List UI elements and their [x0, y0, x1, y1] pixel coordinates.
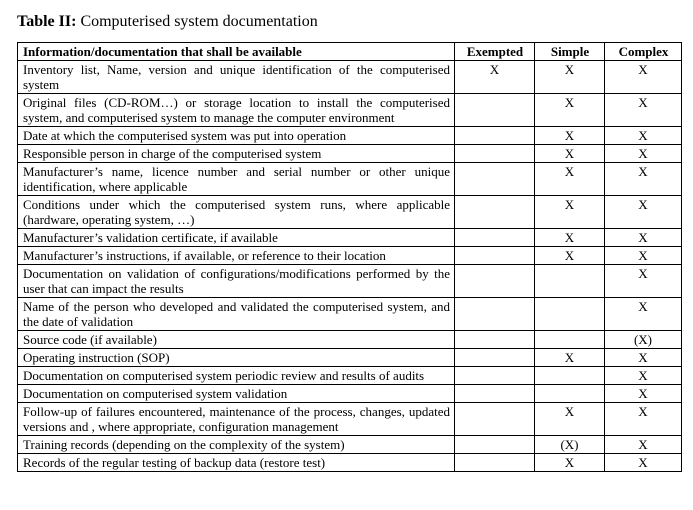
cell-simple	[535, 298, 605, 331]
cell-exempted	[455, 94, 535, 127]
table-row	[18, 229, 682, 247]
cell-complex: X	[605, 454, 682, 472]
table-row	[18, 61, 682, 94]
cell-simple: X	[535, 403, 605, 436]
cell-exempted	[455, 436, 535, 454]
cell-complex: X	[605, 298, 682, 331]
cell-simple: X	[535, 196, 605, 229]
cell-complex: X	[605, 403, 682, 436]
cell-exempted	[455, 163, 535, 196]
cell-information: Documentation on computerised system validation	[18, 385, 455, 403]
cell-exempted	[455, 127, 535, 145]
cell-simple: (X)	[535, 436, 605, 454]
cell-simple: X	[535, 145, 605, 163]
cell-complex: X	[605, 349, 682, 367]
cell-complex: X	[605, 385, 682, 403]
cell-complex: X	[605, 265, 682, 298]
cell-complex: (X)	[605, 331, 682, 349]
cell-information: Documentation on validation of configurations/modifications performed by the user that can impact the results	[18, 265, 455, 298]
cell-exempted	[455, 298, 535, 331]
cell-information: Documentation on computerised system periodic review and results of audits	[18, 367, 455, 385]
cell-exempted	[455, 385, 535, 403]
cell-information: Name of the person who developed and validated the computerised system, and the date of validation	[18, 298, 455, 331]
table-row	[18, 349, 682, 367]
cell-complex: X	[605, 163, 682, 196]
cell-simple	[535, 385, 605, 403]
table-row	[18, 247, 682, 265]
cell-information: Source code (if available)	[18, 331, 455, 349]
cell-complex: X	[605, 145, 682, 163]
cell-exempted	[455, 403, 535, 436]
table-row	[18, 436, 682, 454]
table-row	[18, 385, 682, 403]
header-complex: Complex	[605, 43, 682, 61]
table-row	[18, 145, 682, 163]
table-row	[18, 331, 682, 349]
cell-exempted	[455, 454, 535, 472]
cell-simple: X	[535, 229, 605, 247]
table-caption-title: Computerised system documentation	[80, 13, 318, 30]
cell-simple	[535, 265, 605, 298]
documentation-table	[17, 42, 682, 472]
cell-complex: X	[605, 127, 682, 145]
cell-exempted	[455, 265, 535, 298]
cell-simple: X	[535, 127, 605, 145]
cell-simple: X	[535, 163, 605, 196]
cell-information: Conditions under which the computerised system runs, where applicable (hardware, operating system, …)	[18, 196, 455, 229]
cell-complex: X	[605, 247, 682, 265]
cell-complex: X	[605, 61, 682, 94]
table-caption-label: Table II:	[17, 13, 77, 30]
cell-information: Training records (depending on the complexity of the system)	[18, 436, 455, 454]
table-row	[18, 298, 682, 331]
cell-information: Manufacturer’s instructions, if available, or reference to their location	[18, 247, 455, 265]
cell-exempted	[455, 247, 535, 265]
cell-simple	[535, 331, 605, 349]
table-body	[18, 61, 682, 472]
cell-information: Inventory list, Name, version and unique identification of the computerised system	[18, 61, 455, 94]
cell-information: Original files (CD-ROM…) or storage location to install the computerised system, and computerised system to manage the computer environment	[18, 94, 455, 127]
cell-information: Manufacturer’s name, licence number and serial number or other unique identification, where applicable	[18, 163, 455, 196]
cell-simple: X	[535, 247, 605, 265]
table-caption	[17, 12, 318, 32]
cell-complex: X	[605, 436, 682, 454]
table-header-row	[18, 43, 682, 61]
header-information: Information/documentation that shall be available	[18, 43, 455, 61]
cell-exempted	[455, 331, 535, 349]
table-row	[18, 403, 682, 436]
table-row	[18, 265, 682, 298]
cell-information: Follow-up of failures encountered, maintenance of the process, changes, updated versions and , where appropriate, configuration management	[18, 403, 455, 436]
cell-information: Operating instruction (SOP)	[18, 349, 455, 367]
cell-complex: X	[605, 367, 682, 385]
cell-information: Date at which the computerised system was put into operation	[18, 127, 455, 145]
cell-complex: X	[605, 196, 682, 229]
cell-simple: X	[535, 454, 605, 472]
cell-exempted	[455, 196, 535, 229]
cell-information: Manufacturer’s validation certificate, if available	[18, 229, 455, 247]
cell-exempted	[455, 145, 535, 163]
cell-exempted	[455, 349, 535, 367]
cell-exempted: X	[455, 61, 535, 94]
cell-simple: X	[535, 61, 605, 94]
cell-simple	[535, 367, 605, 385]
table-row	[18, 163, 682, 196]
cell-exempted	[455, 229, 535, 247]
table-row	[18, 454, 682, 472]
cell-complex: X	[605, 94, 682, 127]
table-row	[18, 127, 682, 145]
cell-information: Records of the regular testing of backup data (restore test)	[18, 454, 455, 472]
cell-complex: X	[605, 229, 682, 247]
header-simple: Simple	[535, 43, 605, 61]
cell-simple: X	[535, 349, 605, 367]
cell-exempted	[455, 367, 535, 385]
table-row	[18, 196, 682, 229]
cell-information: Responsible person in charge of the computerised system	[18, 145, 455, 163]
header-exempted: Exempted	[455, 43, 535, 61]
table-row	[18, 94, 682, 127]
cell-simple: X	[535, 94, 605, 127]
table-row	[18, 367, 682, 385]
